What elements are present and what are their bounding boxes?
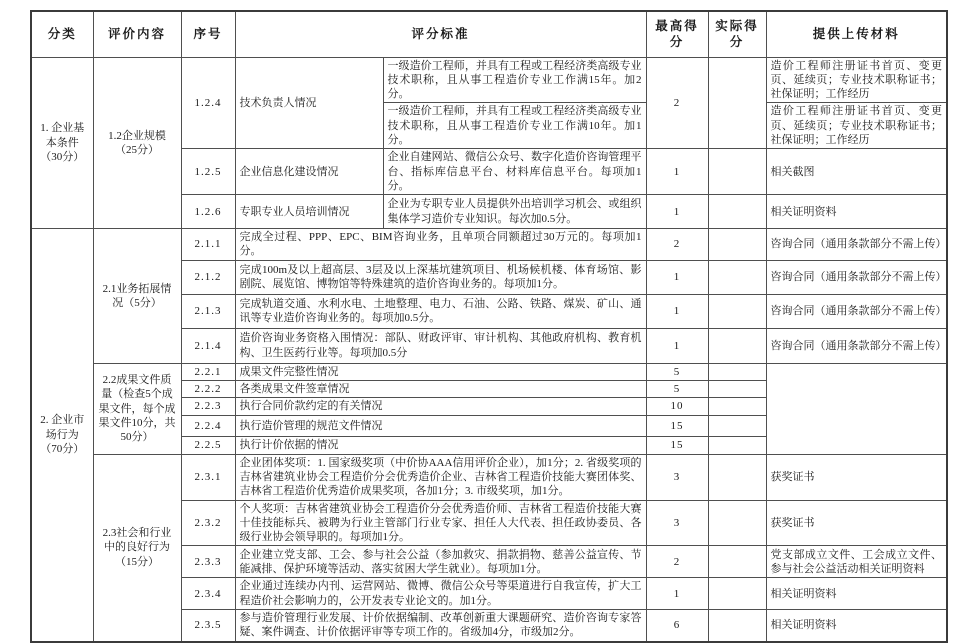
cell-category-market: 2. 企业市场行为（70分）: [31, 229, 93, 642]
cell-actual-score: [708, 363, 766, 380]
table-row: [31, 57, 947, 103]
col-header-criteria: 评分标准: [235, 11, 646, 57]
col-header-content: 评价内容: [93, 11, 181, 57]
cell-criteria: 企业为专职专业人员提供外出培训学习机会、或组织集体学习造价专业知识。每次加0.5分。: [383, 195, 646, 229]
cell-index: 1.2.5: [181, 149, 235, 195]
cell-index: 2.3.1: [181, 454, 235, 500]
cell-materials: 咨询合同（通用条款部分不需上传）: [766, 260, 947, 294]
cell-group-deliverables: 2.2成果文件质量（检查5个成果文件，每个成果文件10分，共50分）: [93, 363, 181, 454]
cell-criteria: 完成轨道交通、水利水电、土地整理、电力、石油、公路、铁路、煤炭、矿山、通讯等专业造价咨询业务的。每项加0.5分。: [235, 294, 646, 328]
table-row: [31, 363, 947, 380]
cell-materials: 党支部成立文件、工会成立文件、参与社会公益活动相关证明资料: [766, 546, 947, 578]
col-header-index: 序号: [181, 11, 235, 57]
cell-index: 2.2.4: [181, 415, 235, 436]
cell-max-score: 3: [646, 500, 708, 546]
cell-group-business: 2.1业务拓展情况（5分）: [93, 229, 181, 364]
cell-materials: [766, 363, 947, 454]
cell-max-score: 15: [646, 436, 708, 454]
cell-materials: 相关截图: [766, 149, 947, 195]
cell-max-score: 5: [646, 381, 708, 398]
cell-actual-score: [708, 578, 766, 610]
col-header-category: 分类: [31, 11, 93, 57]
cell-group-scale: 1.2企业规模（25分）: [93, 57, 181, 229]
cell-criteria: 成果文件完整性情况: [235, 363, 646, 380]
cell-max-score: 15: [646, 415, 708, 436]
cell-actual-score: [708, 57, 766, 149]
cell-criteria-label: 企业信息化建设情况: [235, 149, 383, 195]
cell-materials: 咨询合同（通用条款部分不需上传）: [766, 229, 947, 261]
cell-max-score: 1: [646, 260, 708, 294]
cell-materials: 咨询合同（通用条款部分不需上传）: [766, 294, 947, 328]
cell-max-score: 1: [646, 195, 708, 229]
cell-max-score: 2: [646, 229, 708, 261]
cell-materials: 相关证明资料: [766, 578, 947, 610]
cell-max-score: 1: [646, 149, 708, 195]
cell-criteria: 一级造价工程师，并具有工程或工程经济类高级专业技术职称，且从事工程造价专业工作满10年。加1分。: [383, 103, 646, 149]
cell-max-score: 3: [646, 454, 708, 500]
col-header-materials: 提供上传材料: [766, 11, 947, 57]
cell-max-score: 1: [646, 294, 708, 328]
cell-index: 1.2.6: [181, 195, 235, 229]
cell-criteria: 个人奖项：吉林省建筑业协会工程造价分会优秀造价师、吉林省工程造价技能大赛十佳技能标兵、被聘为行业主管部门行业专家、担任人大代表、担任政协委员、各级行业协会领导职的。每项加1分。: [235, 500, 646, 546]
cell-actual-score: [708, 149, 766, 195]
cell-actual-score: [708, 546, 766, 578]
cell-index: 2.2.3: [181, 398, 235, 415]
cell-materials: 咨询合同（通用条款部分不需上传）: [766, 328, 947, 363]
cell-max-score: 2: [646, 57, 708, 149]
cell-category-basic: 1. 企业基本条件（30分）: [31, 57, 93, 229]
cell-max-score: 10: [646, 398, 708, 415]
cell-index: 2.1.2: [181, 260, 235, 294]
table-row: [31, 229, 947, 261]
cell-criteria: 执行造价管理的规范文件情况: [235, 415, 646, 436]
cell-index: 2.1.1: [181, 229, 235, 261]
cell-criteria: 完成全过程、PPP、EPC、BIM咨询业务，且单项合同额超过30万元的。每项加1分。: [235, 229, 646, 261]
cell-index: 1.2.4: [181, 57, 235, 149]
cell-index: 2.3.5: [181, 610, 235, 642]
cell-materials: 造价工程师注册证书首页、变更页、延续页；专业技术职称证书；社保证明；工作经历: [766, 103, 947, 149]
cell-max-score: 1: [646, 578, 708, 610]
col-header-actual-score: 实际得分: [708, 11, 766, 57]
cell-criteria: 企业通过连续办内刊、运营网站、微博、微信公众号等渠道进行自我宣传，扩大工程造价社会影响力的，公开发表专业论文的。加1分。: [235, 578, 646, 610]
cell-criteria: 各类成果文件签章情况: [235, 381, 646, 398]
cell-criteria: 企业团体奖项：1. 国家级奖项（中价协AAA信用评价企业），加1分；2. 省级奖项的吉林省建筑业协会工程造价分会优秀造价企业、吉林省工程造价技能大赛团体奖、吉林省工程造价优秀造价成果奖项，各加1分；3. 市级奖项，加1分。: [235, 454, 646, 500]
cell-criteria: 完成100m及以上超高层、3层及以上深基坑建筑项目、机场候机楼、体育场馆、影剧院、展览馆、博物馆等特殊建筑的造价咨询业务的。每项加1分。: [235, 260, 646, 294]
cell-index: 2.3.4: [181, 578, 235, 610]
col-header-max-score: 最高得分: [646, 11, 708, 57]
header-row: [31, 11, 947, 57]
cell-actual-score: [708, 195, 766, 229]
cell-actual-score: [708, 436, 766, 454]
cell-criteria: 执行合同价款约定的有关情况: [235, 398, 646, 415]
cell-criteria-label: 专职专业人员培训情况: [235, 195, 383, 229]
cell-actual-score: [708, 610, 766, 642]
cell-materials: 获奖证书: [766, 454, 947, 500]
document-page: [30, 10, 948, 643]
cell-actual-score: [708, 454, 766, 500]
cell-index: 2.3.3: [181, 546, 235, 578]
cell-index: 2.2.5: [181, 436, 235, 454]
cell-actual-score: [708, 381, 766, 398]
cell-materials: 相关证明资料: [766, 610, 947, 642]
cell-criteria: 执行计价依据的情况: [235, 436, 646, 454]
cell-max-score: 2: [646, 546, 708, 578]
cell-index: 2.2.1: [181, 363, 235, 380]
cell-criteria-label: 技术负责人情况: [235, 57, 383, 149]
cell-group-good-conduct: 2.3社会和行业中的良好行为（15分）: [93, 454, 181, 641]
cell-index: 2.1.4: [181, 328, 235, 363]
cell-materials: 造价工程师注册证书首页、变更页、延续页；专业技术职称证书；社保证明；工作经历: [766, 57, 947, 103]
table-row: [31, 454, 947, 500]
cell-criteria: 企业自建网站、微信公众号、数字化造价咨询管理平台、指标库信息平台、材料库信息平台。每项加1分。: [383, 149, 646, 195]
cell-actual-score: [708, 500, 766, 546]
cell-materials: 相关证明资料: [766, 195, 947, 229]
cell-max-score: 1: [646, 328, 708, 363]
cell-criteria: 企业建立党支部、工会、参与社会公益（参加救灾、捐款捐物、慈善公益宣传、节能减排、保护环境等活动、落实贫困大学生就业）。每项加1分。: [235, 546, 646, 578]
cell-criteria: 一级造价工程师，并具有工程或工程经济类高级专业技术职称，且从事工程造价专业工作满15年。加2分。: [383, 57, 646, 103]
cell-criteria: 参与造价管理行业发展、计价依据编制、改革创新重大课题研究、造价咨询专家答疑、案件调查、计价依据评审等专项工作的。省级加4分，市级加2分。: [235, 610, 646, 642]
cell-criteria: 造价咨询业务资格入围情况：部队、财政评审、审计机构、其他政府机构、教育机构、卫生医药行业等。每项加0.5分: [235, 328, 646, 363]
evaluation-table: [30, 10, 948, 643]
cell-actual-score: [708, 229, 766, 261]
cell-actual-score: [708, 398, 766, 415]
cell-actual-score: [708, 328, 766, 363]
cell-max-score: 6: [646, 610, 708, 642]
cell-materials: 获奖证书: [766, 500, 947, 546]
cell-index: 2.2.2: [181, 381, 235, 398]
cell-actual-score: [708, 415, 766, 436]
cell-index: 2.1.3: [181, 294, 235, 328]
cell-actual-score: [708, 260, 766, 294]
cell-actual-score: [708, 294, 766, 328]
cell-index: 2.3.2: [181, 500, 235, 546]
cell-max-score: 5: [646, 363, 708, 380]
